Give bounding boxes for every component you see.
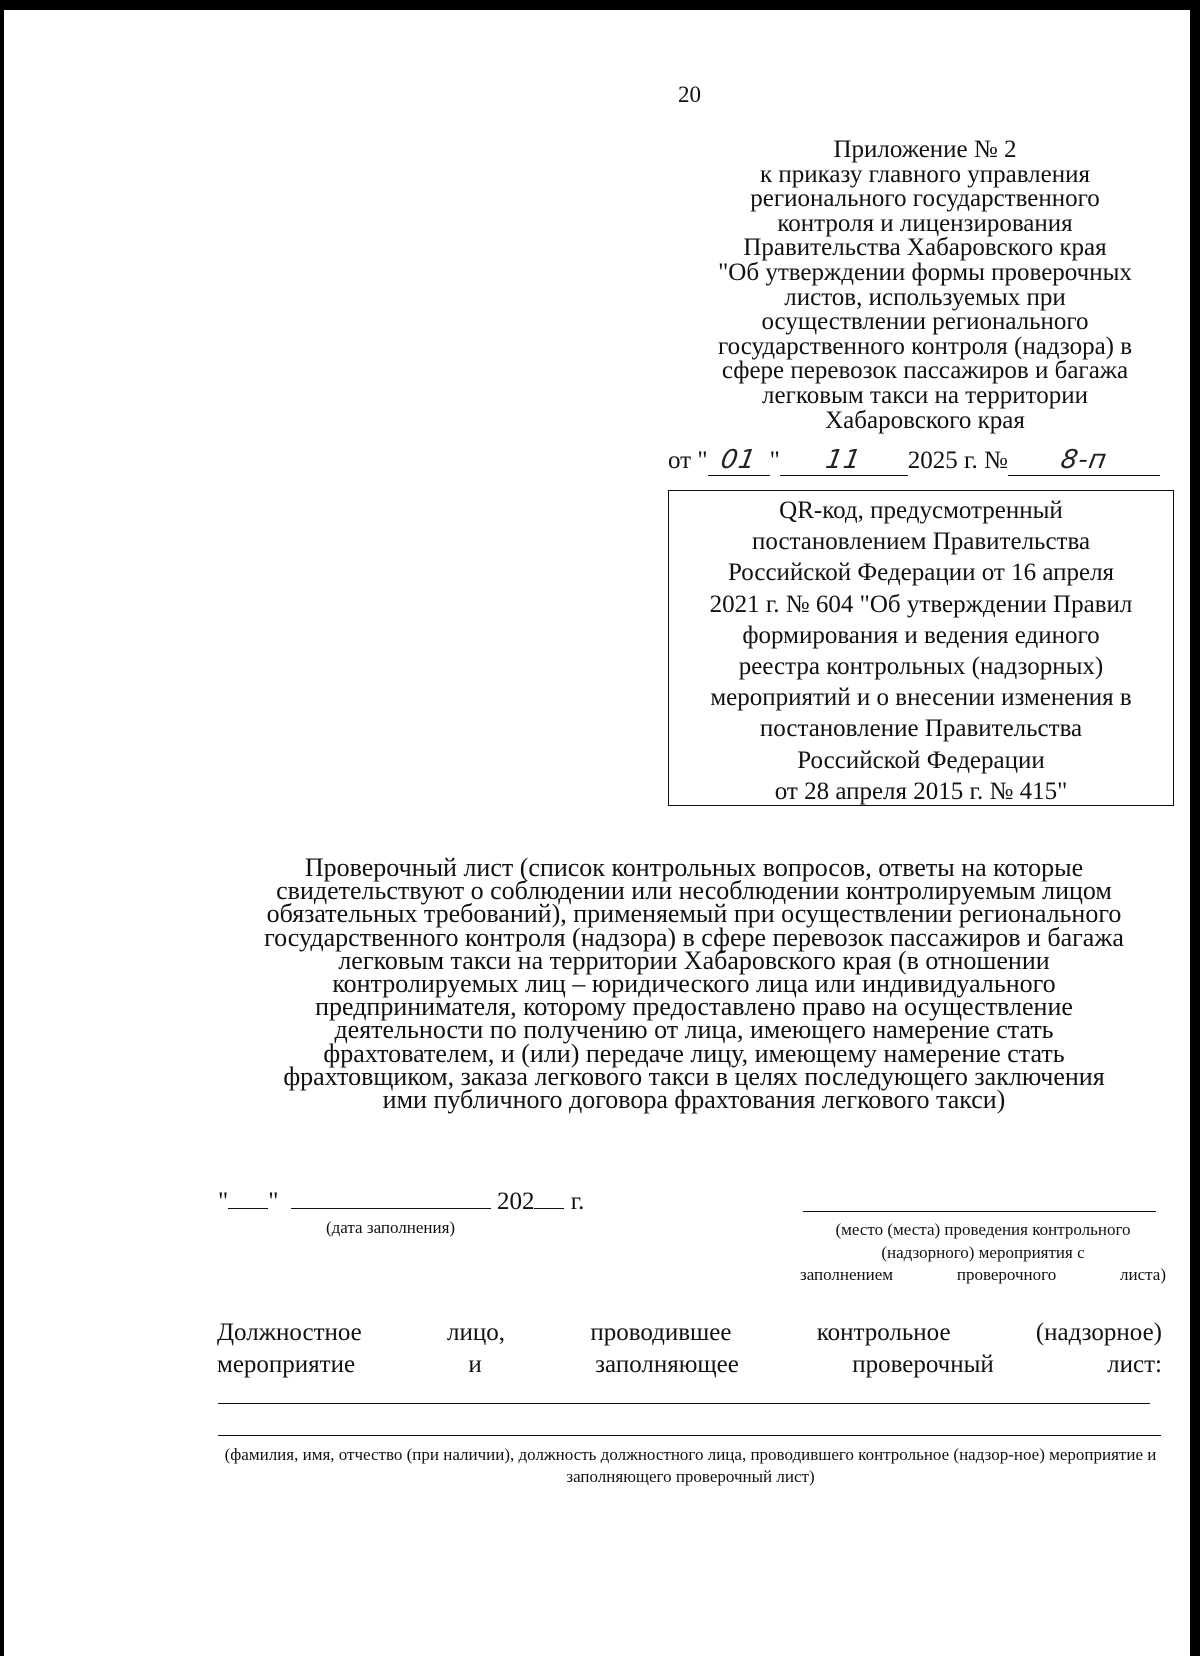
official-blank-line-1 — [218, 1403, 1150, 1404]
title-line: обязательных требований), применяемый при осуществлении регионального — [266, 899, 1122, 929]
qr-box-line: постановлением Правительства — [751, 528, 1091, 556]
order-number: 8-п — [1058, 445, 1110, 475]
title-line: Проверочный лист (список контрольных вопросов, ответы на которые — [304, 853, 1084, 882]
appendix-line: Хабаровского края — [825, 406, 1025, 434]
date-quote-open: " — [218, 1188, 229, 1215]
official-line: Должностное лицо, проводившее контрольное (надзорное) — [217, 1319, 1162, 1346]
appendix-line: осуществлении регионального — [761, 308, 1089, 336]
appendix-line: сфере перевозок пассажиров и багажа — [721, 357, 1129, 385]
title-line: свидетельствуют о соблюдении или несоблюдении контролируемым лицом — [276, 876, 1112, 906]
qr-code-box — [668, 490, 1174, 806]
qr-box-line: реестра контрольных (надзорных) — [738, 653, 1104, 681]
title-line: фрахтователем, и (или) передаче лицу, имеющему намерение стать — [323, 1038, 1065, 1068]
place-blank-line — [803, 1211, 1156, 1212]
page-number: 20 — [678, 82, 701, 107]
fill-date — [218, 1188, 584, 1216]
official-blank-line-2 — [218, 1435, 1161, 1436]
title-line: легковым такси на территории Хабаровского края (в отношении — [338, 945, 1050, 975]
official-caption: (фамилия, имя, отчество (при наличии), должность должностного лица, проводившего контрольное (надзор-ное) мероприятие и заполняющего проверочный лист) — [224, 1445, 1157, 1486]
scan-border-left — [0, 0, 4, 1656]
place-caption — [800, 1219, 1166, 1287]
appendix-line: контроля и лицензирования — [777, 209, 1073, 237]
appendix-line: листов, используемых при — [784, 283, 1066, 311]
appendix-line: Правительства Хабаровского края — [743, 234, 1107, 262]
qr-box-line: от 28 апреля 2015 г. № 415" — [774, 777, 1068, 805]
qr-box-line: QR-код, предусмотренный — [779, 497, 1063, 524]
qr-box-line: мероприятий и о внесении изменения в — [710, 684, 1132, 712]
place-caption-line: заполнением проверочного листа) — [800, 1265, 1166, 1284]
order-year-text: 2025 г. № — [907, 447, 1008, 474]
date-year-blank — [534, 1188, 564, 1209]
order-number-field — [1008, 447, 1160, 476]
qr-box-line: 2021 г. № 604 "Об утверждении Правил — [709, 590, 1133, 618]
title-line: фрахтовщиком, заказа легкового такси в целях последующего заключения — [283, 1061, 1105, 1091]
official-label — [217, 1317, 1162, 1381]
appendix-line: Приложение № 2 — [833, 136, 1017, 163]
title-line: контролируемых лиц – юридического лица или индивидуального — [332, 969, 1056, 999]
checklist-title — [214, 853, 1174, 1115]
place-caption-line: (надзорного) мероприятия с — [881, 1242, 1085, 1262]
appendix-line: "Об утверждении формы проверочных — [718, 258, 1132, 286]
date-year-prefix: 202 — [496, 1188, 535, 1215]
title-line: государственного контроля (надзора) в сфере перевозок пассажиров и багажа — [264, 922, 1124, 952]
appendix-line: регионального государственного — [750, 185, 1100, 213]
date-day-blank — [228, 1188, 268, 1209]
order-day: 01 — [718, 445, 759, 475]
order-day-field — [708, 447, 770, 476]
order-prefix: от " — [668, 447, 708, 474]
order-month-field — [780, 447, 908, 476]
qr-box-line: Российской Федерации от 16 апреля — [727, 559, 1115, 587]
date-quote-close: " — [268, 1188, 279, 1215]
order-quote: " — [769, 447, 780, 474]
place-caption-line: (место (места) проведения контрольного — [835, 1220, 1131, 1239]
title-line: ими публичного договора фрахтования легкового такси) — [382, 1085, 1006, 1115]
date-year-suffix: г. — [570, 1188, 585, 1215]
appendix-header — [680, 138, 1170, 433]
scan-border-top — [0, 0, 1200, 10]
appendix-line: к приказу главного управления — [759, 160, 1091, 188]
date-caption: (дата заполнения) — [326, 1218, 456, 1237]
qr-box-line: Российской Федерации — [797, 746, 1045, 774]
title-line: предпринимателя, которому предоставлено право на осуществление — [315, 992, 1073, 1022]
appendix-line: легковым такси на территории — [762, 381, 1088, 409]
qr-box-line: постановление Правительства — [759, 715, 1083, 743]
order-date-number — [668, 446, 1168, 476]
scan-border-right — [1190, 0, 1200, 1656]
date-month-blank — [291, 1188, 491, 1209]
appendix-line: государственного контроля (надзора) в — [717, 332, 1133, 360]
title-line: деятельности по получению от лица, имеющего намерение стать — [334, 1015, 1054, 1045]
qr-box-line: формирования и ведения единого — [742, 621, 1100, 649]
official-line: мероприятие и заполняющее проверочный лист: — [217, 1351, 1162, 1378]
order-month: 11 — [823, 445, 864, 475]
